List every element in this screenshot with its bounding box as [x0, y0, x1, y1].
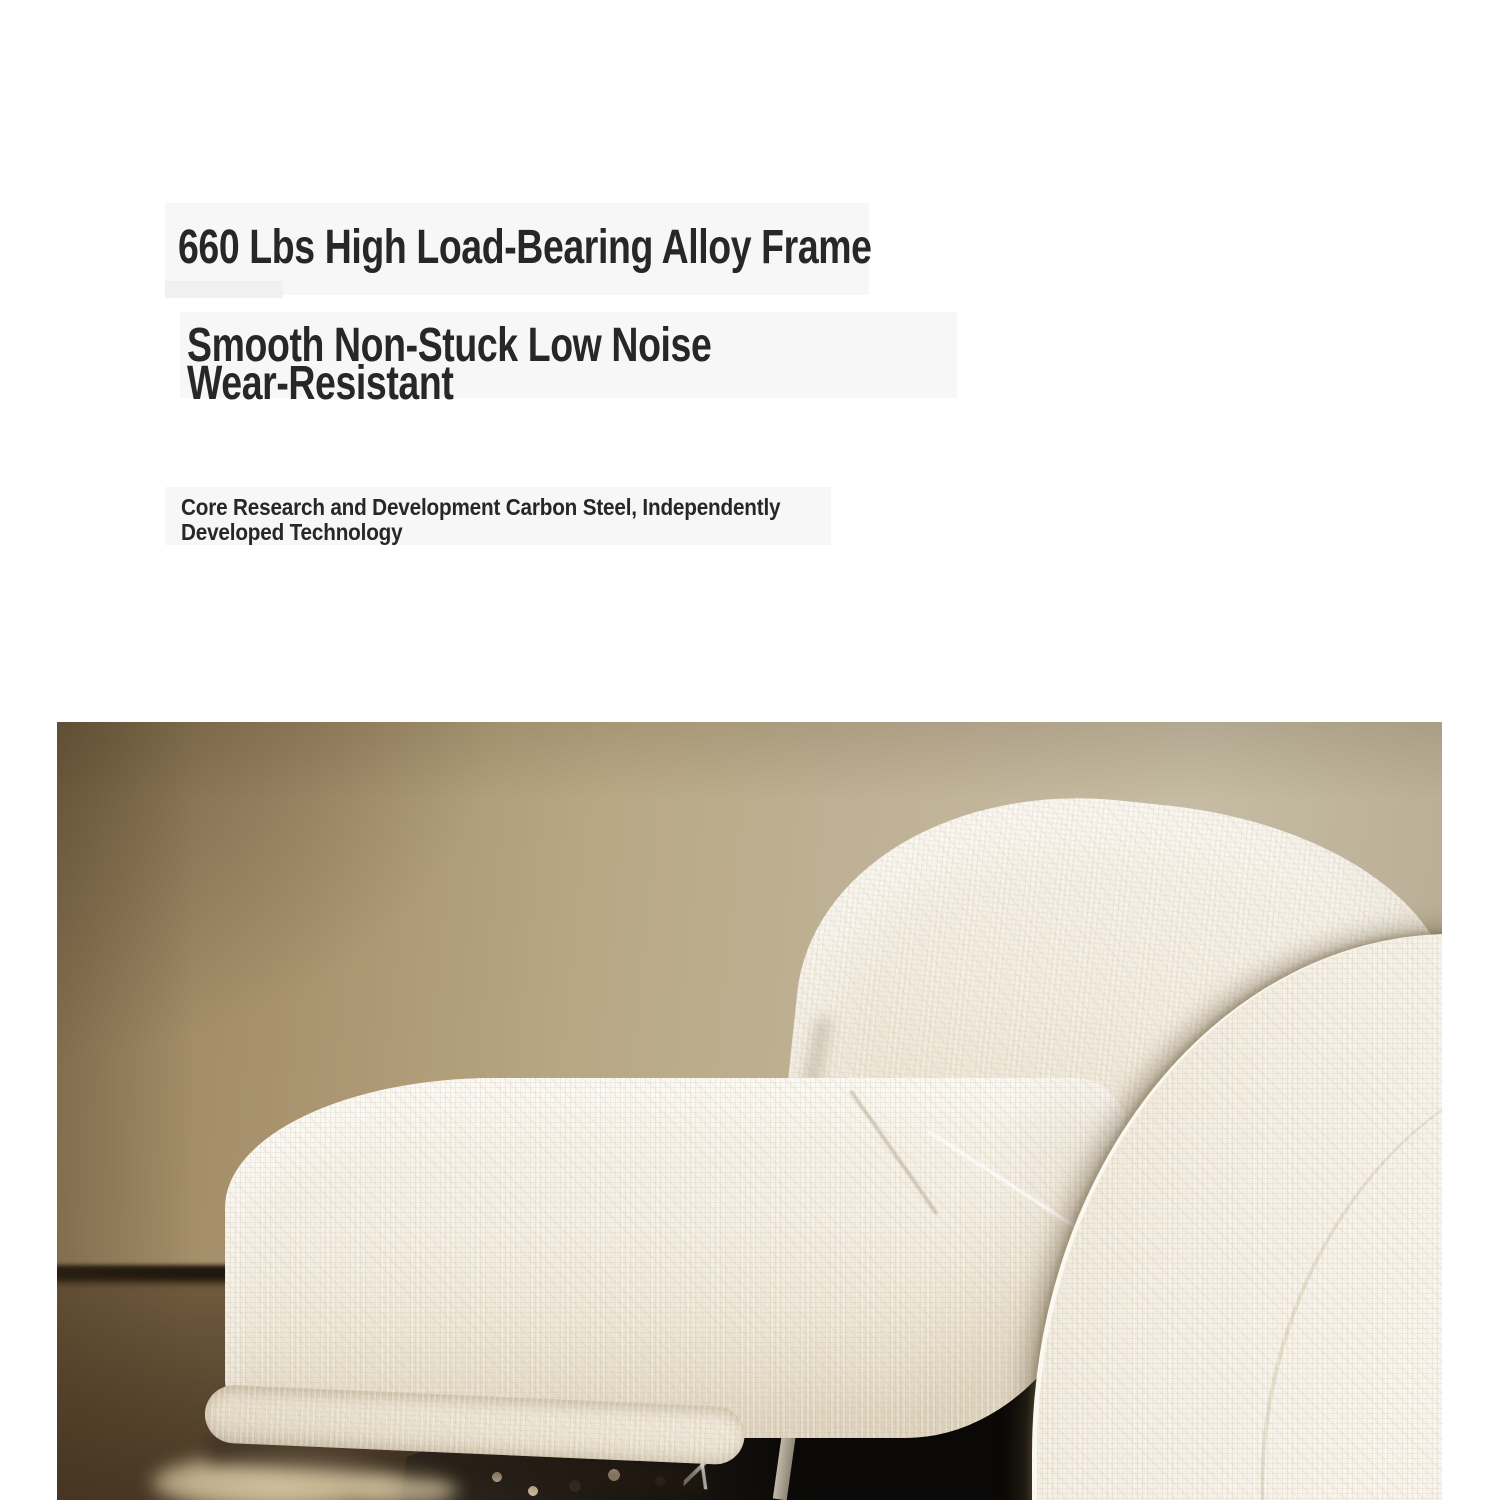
- headline-load-bearing: 660 Lbs High Load-Bearing Alloy Frame: [178, 221, 872, 274]
- headline-smooth-quiet: [187, 319, 712, 410]
- subheadline-carbon-steel: [181, 495, 780, 545]
- headline-smooth-quiet-line2: Wear-Resistant: [187, 357, 454, 410]
- headline1-backdrop-fragment: [165, 281, 283, 298]
- recliner-photo: [57, 722, 1442, 1500]
- armrest-seam-line: [1183, 997, 1442, 1500]
- subheadline-carbon-steel-line2: Developed Technology: [181, 519, 403, 545]
- subheadline-carbon-steel-line1: Core Research and Development Carbon Steel, Independently: [181, 494, 781, 520]
- seat-footrest-cushion: [225, 1078, 1125, 1438]
- headline-smooth-quiet-line1: Smooth Non-Stuck Low Noise: [187, 319, 712, 372]
